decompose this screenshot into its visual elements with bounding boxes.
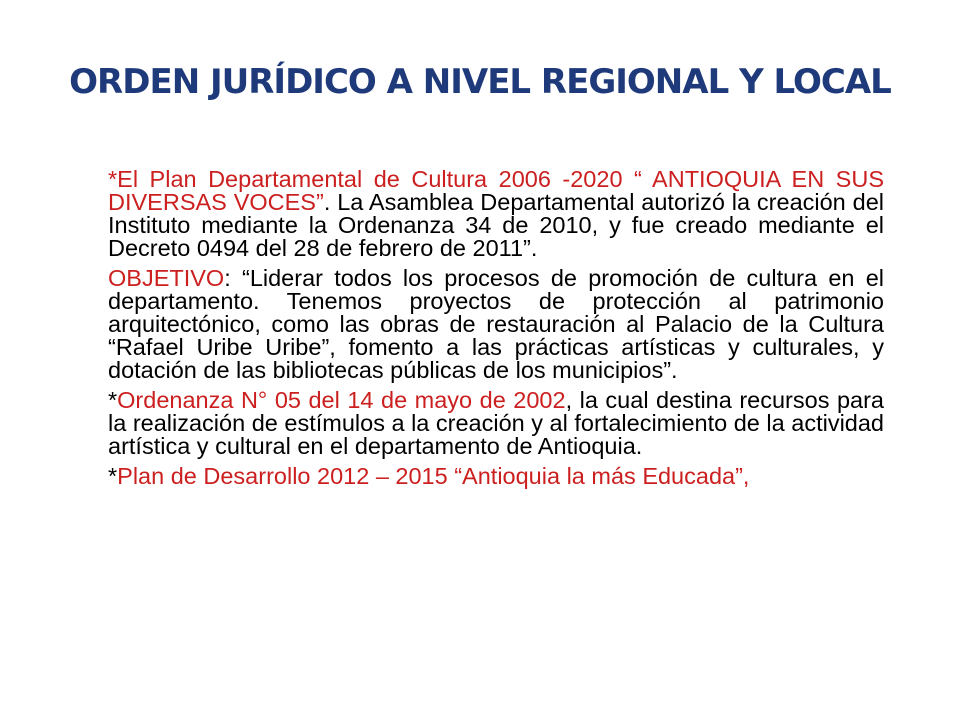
plan-desarrollo-bullet: * xyxy=(108,463,118,489)
paragraph-plan-departamental xyxy=(108,168,884,260)
plan-desarrollo-heading: Plan de Desarrollo 2012 – 2015 “Antioquia la más Educada”, xyxy=(117,463,750,489)
paragraph-plan-desarrollo xyxy=(108,465,884,488)
objetivo-text: : “Liderar todos los procesos de promoción de cultura en el departamento. Tenemos proyectos de protección al patrimonio arquitectónico, como las obras de restauración al Palacio de la Cultura “Rafael Uribe Uribe”, fomento a las prácticas artísticas y culturales, y dotación de las bibliotecas públicas de los municipios”. xyxy=(108,265,884,383)
ordenanza-text: , la cual destina recursos para la realización de estímulos a la creación y al fortalecimiento de la actividad artística y cultural en el departamento de Antioquia. xyxy=(108,387,884,459)
slide-title: ORDEN JURÍDICO A NIVEL REGIONAL Y LOCAL xyxy=(69,62,891,102)
paragraph-ordenanza xyxy=(108,389,884,458)
plan-departamental-heading: *El Plan Departamental de Cultura 2006 -2020 “ ANTIOQUIA EN SUS DIVERSAS VOCES” xyxy=(108,166,884,215)
plan-departamental-text: . La Asamblea Departamental autorizó la creación del Instituto mediante la Ordenanza 34 de 2010, y fue creado mediante el Decreto 0494 del 28 de febrero de 2011”. xyxy=(108,189,884,261)
ordenanza-heading: Ordenanza N° 05 del 14 de mayo de 2002 xyxy=(117,387,566,413)
paragraph-objetivo xyxy=(108,267,884,382)
slide-body xyxy=(108,168,884,495)
ordenanza-bullet: * xyxy=(108,387,118,413)
objetivo-label: OBJETIVO xyxy=(108,265,225,291)
